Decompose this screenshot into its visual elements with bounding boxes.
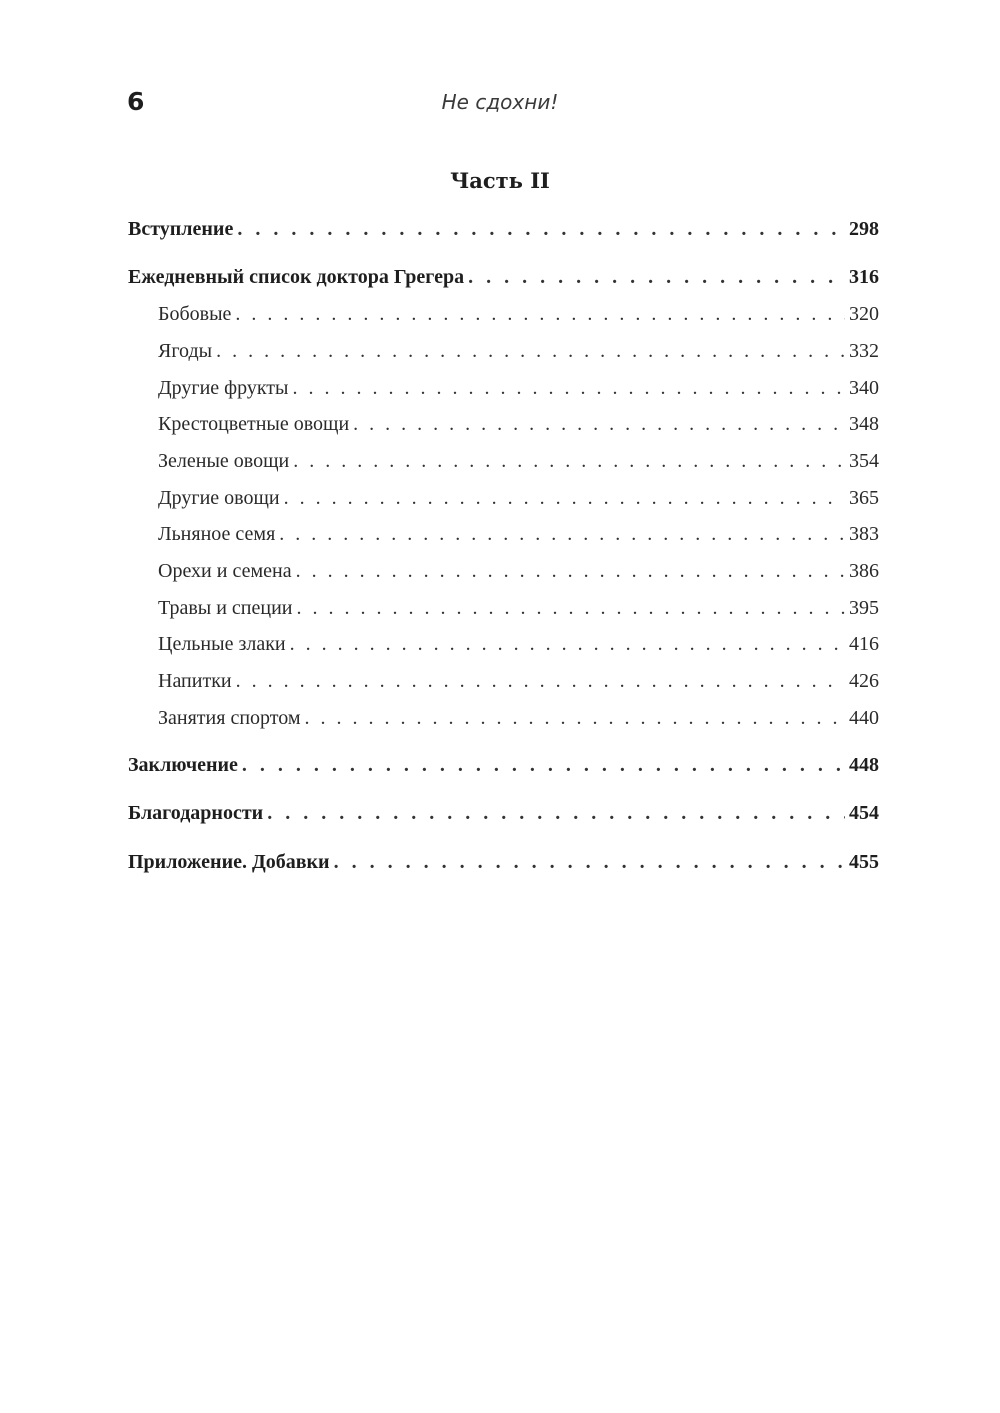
toc-entry[interactable]: [128, 750, 879, 780]
toc-entry[interactable]: [128, 798, 879, 828]
toc-entry-title: Бобовые: [158, 303, 232, 325]
toc-entry-page: 383: [849, 523, 879, 545]
dot-leader: [279, 519, 845, 549]
toc-entry-title: Ягоды: [158, 340, 213, 362]
dot-leader: [216, 336, 845, 366]
toc-entry[interactable]: [128, 666, 879, 696]
toc-entry[interactable]: [128, 483, 879, 513]
toc-entry-page: 365: [849, 487, 879, 509]
toc-entry[interactable]: [128, 336, 879, 366]
toc-entry-title: Орехи и семена: [158, 560, 292, 582]
dot-leader: [284, 483, 845, 513]
toc-entry-page: 454: [849, 802, 879, 824]
toc-entry[interactable]: [128, 214, 879, 244]
toc-entry-page: 320: [849, 303, 879, 325]
dot-leader: [237, 214, 845, 244]
toc-entry[interactable]: [128, 299, 879, 329]
toc-entry-title: Другие овощи: [158, 487, 280, 509]
toc-entry-page: 332: [849, 340, 879, 362]
dot-leader: [293, 446, 845, 476]
toc-entry[interactable]: [128, 556, 879, 586]
toc-entry-page: 386: [849, 560, 879, 582]
toc-entry-page: 298: [849, 218, 879, 240]
toc-entry-page: 354: [849, 450, 879, 472]
dot-leader: [235, 299, 845, 329]
toc-entry-title: Цельные злаки: [158, 633, 286, 655]
toc-entry-title: Напитки: [158, 670, 232, 692]
toc-entry[interactable]: [128, 262, 879, 292]
dot-leader: [267, 798, 845, 828]
toc-entry-page: 448: [849, 754, 879, 776]
running-title: Не сдохни!: [441, 90, 559, 114]
toc-entry-page: 440: [849, 707, 879, 729]
toc-entry-title: Травы и специи: [158, 597, 293, 619]
dot-leader: [305, 703, 845, 733]
part-title: Часть II: [450, 168, 550, 193]
dot-leader: [236, 666, 845, 696]
dot-leader: [242, 750, 845, 780]
toc-entry-title: Благодарности: [128, 802, 264, 824]
toc-entry-page: 416: [849, 633, 879, 655]
toc-entry-title: Льняное семя: [158, 523, 276, 545]
toc-entry[interactable]: [128, 409, 879, 439]
toc-entry-title: Другие фрукты: [158, 377, 289, 399]
dot-leader: [296, 556, 845, 586]
dot-leader: [290, 629, 845, 659]
toc-entry[interactable]: [128, 629, 879, 659]
toc-entry-page: 316: [849, 266, 879, 288]
page-number: 6: [127, 87, 145, 116]
toc-entry-title: Занятия спортом: [158, 707, 301, 729]
toc-entry-title: Заключение: [128, 754, 238, 776]
dot-leader: [296, 593, 845, 623]
toc-entry[interactable]: [128, 519, 879, 549]
toc-entry[interactable]: [128, 847, 879, 877]
toc-entry[interactable]: [128, 373, 879, 403]
toc-entry-page: 395: [849, 597, 879, 619]
toc-entry-title: Вступление: [128, 218, 234, 240]
toc-entry[interactable]: [128, 446, 879, 476]
toc-entry-page: 348: [849, 413, 879, 435]
toc-entry-title: Зеленые овощи: [158, 450, 290, 472]
toc-entry-title: Приложение. Добавки: [128, 851, 330, 873]
toc-entry-page: 455: [849, 851, 879, 873]
toc-entry-page: 426: [849, 670, 879, 692]
toc-entry-page: 340: [849, 377, 879, 399]
dot-leader: [468, 262, 845, 292]
dot-leader: [293, 373, 846, 403]
dot-leader: [353, 409, 845, 439]
dot-leader: [334, 847, 845, 877]
toc-entry-title: Ежедневный список доктора Грегера: [128, 266, 465, 288]
toc-entry-title: Крестоцветные овощи: [158, 413, 350, 435]
toc-entry[interactable]: [128, 703, 879, 733]
toc-entry[interactable]: [128, 593, 879, 623]
